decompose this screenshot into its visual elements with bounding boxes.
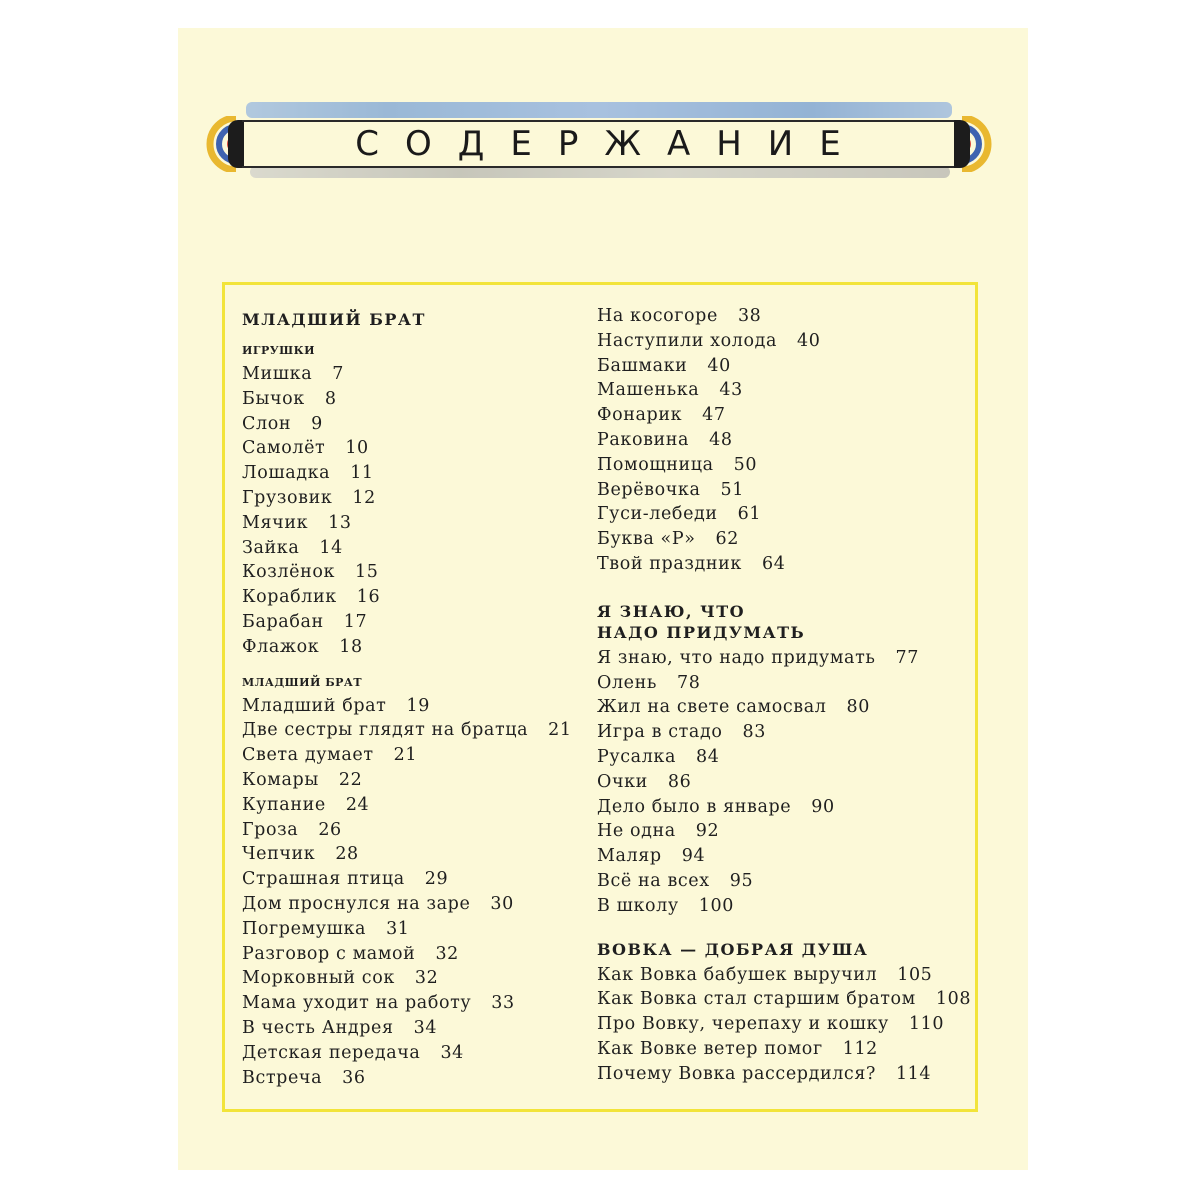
section-title: Я ЗНАЮ, ЧТО — [597, 601, 746, 621]
toc-entry — [597, 745, 977, 770]
toc-entry-page: 21 — [548, 720, 572, 741]
toc-entry-page: 17 — [343, 611, 368, 632]
toc-entry-page: 108 — [935, 989, 972, 1010]
toc-entry-title: Страшная птица — [242, 869, 405, 890]
toc-entry-title: Две сестры глядят на братца — [242, 720, 529, 741]
subsection-title: МЛАДШИЙ БРАТ — [242, 675, 363, 689]
toc-entry-page: 40 — [797, 330, 821, 351]
toc-entry — [597, 770, 977, 795]
toc-entry-title: Башмаки — [597, 355, 688, 376]
toc-entry-page: 38 — [737, 306, 762, 326]
toc-entry-page: 78 — [677, 672, 701, 693]
toc-entry-title: Грузовик — [242, 487, 333, 508]
toc-entry-page: 34 — [413, 1017, 438, 1038]
toc-entry-title: Дело было в январе — [597, 796, 792, 817]
toc-entry-title: Козлёнок — [242, 562, 336, 583]
toc-entry-title: Разговор с мамой — [242, 943, 416, 964]
toc-entry-title: Младший брат — [242, 695, 387, 716]
toc-entry — [242, 842, 582, 867]
toc-entry-page: 95 — [729, 870, 754, 891]
toc-entry-page: 48 — [709, 429, 733, 450]
section-title: МЛАДШИЙ БРАТ — [242, 310, 426, 329]
toc-entry — [597, 378, 977, 403]
toc-entry-page: 105 — [897, 964, 933, 985]
toc-entry — [242, 560, 582, 585]
toc-entry-title: Жил на свете самосвал — [597, 697, 827, 718]
toc-entry-page: 28 — [335, 844, 359, 865]
toc-entry — [242, 461, 582, 486]
toc-entry-page: 47 — [702, 405, 726, 426]
toc-entry-title: Бычок — [242, 388, 305, 409]
toc-entry-page: 50 — [733, 454, 758, 475]
toc-entry — [242, 694, 582, 719]
toc-entry — [242, 793, 582, 818]
toc-entry-title: Кораблик — [242, 587, 337, 608]
toc-entry-page: 51 — [720, 479, 744, 500]
toc-entry-title: Как Вовка бабушек выручил — [597, 964, 878, 985]
toc-entry-page: 18 — [339, 636, 363, 657]
toc-entry-page: 83 — [742, 722, 766, 743]
toc-entry-page: 36 — [342, 1067, 366, 1088]
toc-entry-title: Наступили холода — [597, 330, 778, 351]
toc-entry-page: 92 — [695, 821, 720, 842]
toc-entry — [597, 304, 977, 329]
toc-entry-page: 10 — [345, 438, 369, 459]
toc-entry-title: Мячик — [242, 512, 309, 533]
toc-entry — [597, 695, 977, 720]
toc-entry-title: На косогоре — [597, 306, 718, 326]
toc-entry — [242, 942, 582, 967]
toc-entry — [242, 536, 582, 561]
toc-entry — [597, 329, 977, 354]
toc-entry-page: 100 — [698, 895, 734, 916]
toc-entry — [597, 646, 977, 671]
toc-entry-title: Комары — [242, 769, 319, 790]
toc-entry-page: 62 — [715, 529, 739, 550]
toc-entry-title: Морковный сок — [242, 968, 395, 989]
toc-entry — [597, 502, 977, 527]
toc-entry-page: 29 — [424, 869, 449, 890]
toc-entry — [597, 869, 977, 894]
toc-entry-page: 43 — [719, 380, 743, 401]
toc-entry-title: Флажок — [242, 636, 320, 657]
toc-entry-page: 9 — [311, 413, 323, 434]
toc-entry-page: 77 — [895, 647, 919, 668]
toc-entry-title: Погремушка — [242, 918, 367, 939]
toc-entry-page: 8 — [324, 388, 337, 409]
toc-entry-page: 7 — [332, 364, 344, 384]
toc-entry — [597, 354, 977, 379]
toc-entry — [242, 768, 582, 793]
toc-entry-page: 80 — [846, 697, 870, 718]
toc-entry — [597, 1012, 977, 1037]
toc-entry — [597, 963, 977, 988]
toc-list — [242, 694, 582, 1091]
toc-entry-title: Почему Вовка рассердился? — [597, 1063, 876, 1084]
toc-entry-page: 32 — [435, 943, 459, 964]
page-title: СОДЕРЖАНИЕ — [355, 124, 867, 164]
toc-entry-title: Олень — [597, 672, 658, 693]
toc-entry-page: 14 — [319, 537, 343, 558]
toc-entry-page: 40 — [707, 355, 731, 376]
toc-column-left — [242, 309, 582, 1090]
toc-entry — [597, 795, 977, 820]
toc-entry-page: 24 — [345, 794, 370, 815]
toc-entry-title: Детская передача — [242, 1042, 421, 1063]
toc-entry-title: Лошадка — [242, 463, 331, 484]
toc-entry-title: Встреча — [242, 1067, 323, 1088]
toc-entry — [597, 403, 977, 428]
toc-entry-page: 33 — [491, 993, 515, 1014]
toc-entry-title: Света думает — [242, 745, 374, 766]
toc-entry-title: Мишка — [242, 364, 313, 384]
toc-entry-page: 31 — [386, 918, 410, 939]
toc-entry-title: Твой праздник — [597, 553, 742, 574]
toc-list — [597, 646, 977, 919]
toc-entry-title: Как Вовке ветер помог — [597, 1038, 823, 1059]
toc-entry-title: Буква «Р» — [597, 529, 696, 550]
toc-entry-title: Зайка — [242, 537, 300, 558]
toc-entry — [597, 720, 977, 745]
toc-entry — [242, 362, 582, 387]
toc-entry-title: В школу — [597, 895, 679, 916]
section-title: НАДО ПРИДУМАТЬ — [597, 622, 806, 642]
toc-entry-page: 61 — [737, 504, 762, 525]
toc-entry — [242, 635, 582, 660]
toc-entry — [242, 1041, 582, 1066]
toc-entry-title: Верёвочка — [597, 479, 701, 500]
toc-entry — [242, 511, 582, 536]
toc-entry — [597, 1037, 977, 1062]
toc-entry-page: 12 — [352, 487, 376, 508]
toc-entry — [242, 991, 582, 1016]
toc-column-right — [597, 306, 977, 1087]
toc-entry-title: Дом проснулся на заре — [242, 893, 471, 914]
toc-entry — [597, 1062, 977, 1087]
toc-entry-page: 86 — [667, 771, 692, 792]
toc-entry-title: Русалка — [597, 746, 676, 767]
toc-entry-title: Барабан — [242, 611, 324, 632]
toc-entry — [597, 552, 977, 577]
toc-entry — [597, 428, 977, 453]
toc-entry-title: Я знаю, что надо придумать — [597, 647, 876, 668]
toc-entry-page: 64 — [761, 553, 786, 574]
toc-entry-title: Раковина — [597, 429, 690, 450]
toc-entry — [597, 453, 977, 478]
toc-entry-title: Маляр — [597, 846, 662, 867]
toc-list — [242, 362, 582, 660]
toc-entry — [242, 718, 582, 743]
toc-entry-title: Слон — [242, 413, 292, 434]
toc-entry-page: 34 — [440, 1042, 464, 1063]
toc-entry-title: Очки — [597, 771, 648, 792]
toc-entry-title: В честь Андрея — [242, 1017, 394, 1038]
toc-entry-page: 112 — [842, 1038, 878, 1059]
toc-entry-title: Фонарик — [597, 405, 683, 426]
toc-entry-page: 84 — [696, 746, 720, 767]
toc-entry-title: Гуси-лебеди — [597, 504, 718, 525]
toc-entry — [242, 966, 582, 991]
toc-entry — [597, 527, 977, 552]
toc-entry — [242, 917, 582, 942]
toc-entry — [242, 818, 582, 843]
banner-cap-right — [954, 120, 970, 168]
toc-entry — [242, 1066, 582, 1091]
toc-entry — [242, 743, 582, 768]
toc-entry-title: Помощница — [597, 454, 714, 475]
blue-stripe — [246, 102, 952, 118]
toc-entry-page: 110 — [908, 1014, 945, 1035]
section-title: ВОВКА — ДОБРАЯ ДУША — [597, 939, 869, 959]
toc-entry-page: 19 — [406, 695, 430, 716]
toc-entry-title: Всё на всех — [597, 870, 710, 891]
toc-entry-title: Гроза — [242, 819, 299, 840]
toc-entry-page: 21 — [393, 745, 418, 766]
toc-entry — [597, 894, 977, 919]
toc-entry — [242, 1016, 582, 1041]
toc-entry — [242, 867, 582, 892]
toc-list — [597, 304, 977, 577]
toc-entry — [597, 819, 977, 844]
toc-list — [597, 963, 977, 1087]
toc-entry — [242, 610, 582, 635]
toc-entry-page: 16 — [356, 587, 381, 608]
header-banner — [178, 28, 1028, 228]
toc-entry — [597, 671, 977, 696]
toc-entry-page: 94 — [681, 846, 706, 867]
subsection-title: ИГРУШКИ — [242, 344, 316, 357]
toc-entry-page: 32 — [414, 968, 439, 989]
toc-entry — [597, 478, 977, 503]
toc-entry-page: 90 — [811, 796, 835, 817]
toc-entry-title: Самолёт — [242, 438, 326, 459]
toc-entry-title: Как Вовка стал старшим братом — [597, 989, 916, 1010]
toc-entry — [242, 412, 582, 437]
toc-entry-title: Не одна — [597, 821, 676, 842]
toc-entry-page: 30 — [490, 893, 514, 914]
toc-entry — [242, 585, 582, 610]
toc-entry-page: 11 — [350, 463, 374, 484]
toc-entry-title: Игра в стадо — [597, 722, 723, 743]
toc-entry — [242, 892, 582, 917]
toc-entry — [597, 844, 977, 869]
toc-entry-page: 22 — [338, 769, 363, 790]
toc-entry-title: Чепчик — [242, 844, 316, 865]
toc-entry — [242, 387, 582, 412]
toc-entry-title: Мама уходит на работу — [242, 993, 472, 1014]
toc-entry — [242, 436, 582, 461]
toc-entry-title: Про Вовку, черепаху и кошку — [597, 1014, 889, 1035]
toc-entry-page: 15 — [355, 562, 379, 583]
toc-entry-title: Купание — [242, 794, 326, 815]
toc-entry-page: 13 — [328, 512, 352, 533]
toc-entry-title: Машенька — [597, 380, 700, 401]
toc-entry — [597, 987, 977, 1012]
toc-frame — [222, 282, 978, 1112]
toc-entry-page: 114 — [895, 1063, 932, 1084]
toc-entry — [242, 486, 582, 511]
toc-entry-page: 26 — [318, 819, 342, 840]
book-page — [178, 28, 1028, 1170]
